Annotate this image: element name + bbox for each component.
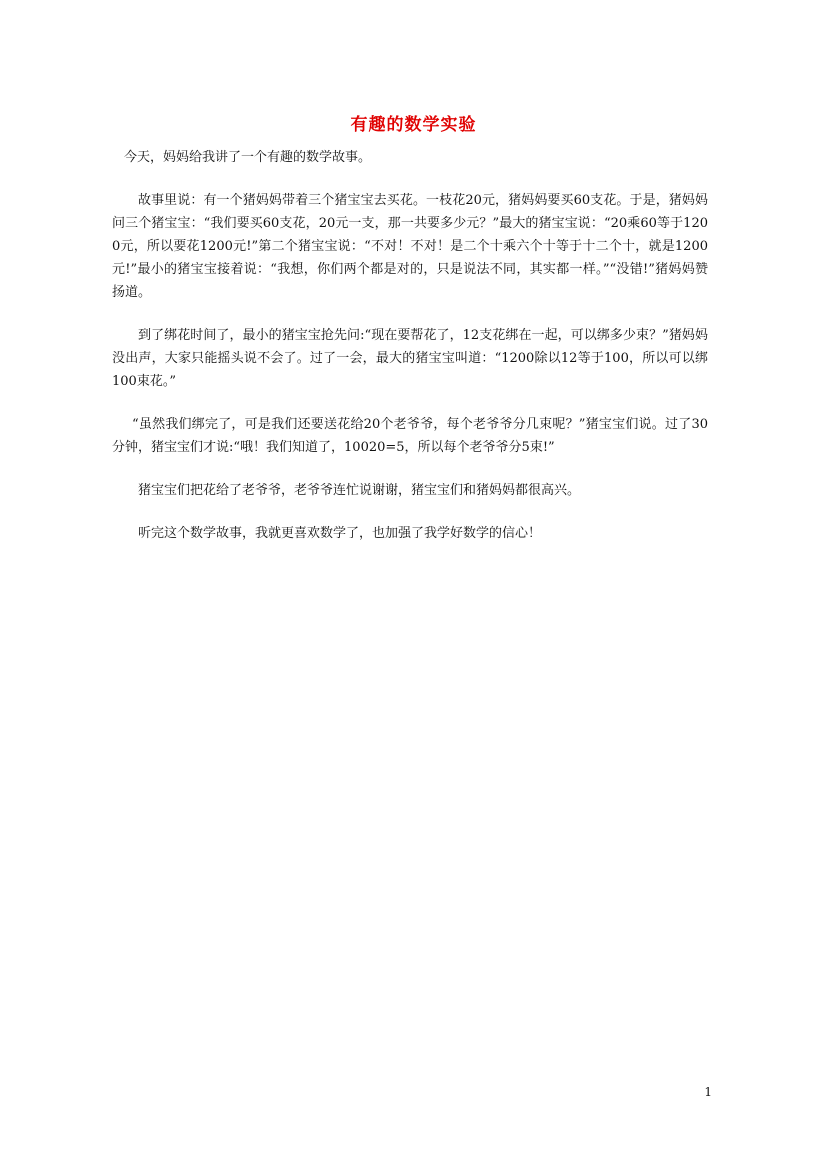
- paragraph-bundling: 到了绑花时间了，最小的猪宝宝抢先问:“现在要帮花了，12支花绑在一起，可以绑多少束？”猪妈妈没出声，大家只能摇头说不会了。过了一会，最大的猪宝宝叫道：“1200除以12等于100，所以可以绑100束花。”: [112, 328, 708, 389]
- paragraph-conclusion: 听完这个数学故事，我就更喜欢数学了，也加强了我学好数学的信心！: [138, 526, 542, 541]
- paragraph-sharing: “虽然我们绑完了，可是我们还要送花给20个老爷爷，每个老爷爷分几束呢？”猪宝宝们说。过了30分钟，猪宝宝们才说:“哦！我们知道了，10020=5，所以每个老爷爷分5束!”: [112, 417, 708, 455]
- document-title: 有趣的数学实验: [350, 115, 477, 135]
- document-body: [112, 146, 708, 545]
- page-number: 1: [704, 1085, 712, 1099]
- paragraph-gift: 猪宝宝们把花给了老爷爷，老爷爷连忙说谢谢，猪宝宝们和猪妈妈都很高兴。: [138, 483, 581, 498]
- paragraph-story: 故事里说：有一个猪妈妈带着三个猪宝宝去买花。一枝花20元，猪妈妈要买60支花。于是，猪妈妈问三个猪宝宝：“我们要买60支花，20元一支，那一共要多少元？”最大的猪宝宝说：“20乘60等于1200元，所以要花1200元!”第二个猪宝宝说：“不对！不对！是二个十乘六个十等于十二个十，就是1200元!”最小的猪宝宝接着说：“我想，你们两个都是对的，只是说法不同，其实都一样。”“没错!”猪妈妈赞扬道。: [112, 193, 708, 300]
- paragraph-intro: 今天，妈妈给我讲了一个有趣的数学故事。: [124, 150, 372, 165]
